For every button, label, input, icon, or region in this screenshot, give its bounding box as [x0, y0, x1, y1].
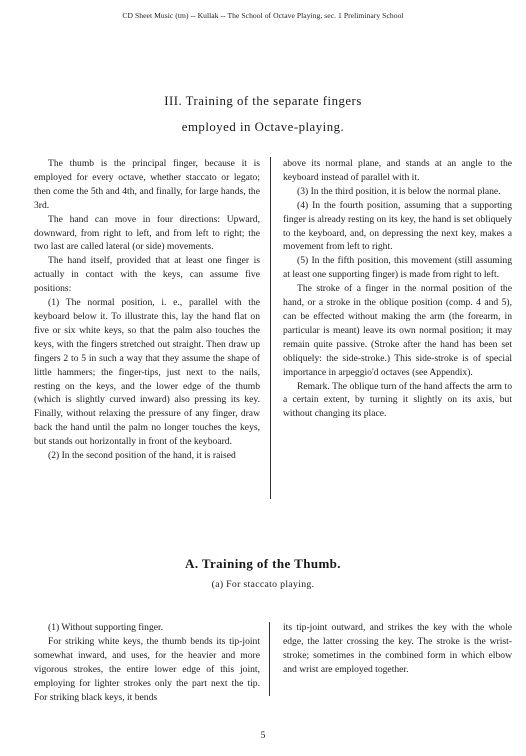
paragraph: (3) In the third position, it is below the normal plane.: [297, 185, 501, 197]
paragraph: Remark. The oblique turn of the hand affects the arm to a certain extent, by turning it slightly on its axis, but without changing its place.: [283, 380, 512, 420]
column-divider: [270, 157, 271, 499]
paragraph: its tip-joint outward, and strikes the key with the whole edge, the latter crossing the key. The stroke is the wrist-stroke; sometimes in the combined form in which elbow and wrist are employed together.: [283, 622, 512, 675]
right-column: [283, 157, 512, 421]
paragraph: The hand itself, provided that at least one finger is actually in contact with the keys, can assume five positions:: [34, 255, 260, 295]
section-subtitle: (a) For staccato playing.: [211, 579, 315, 590]
left-column: [34, 157, 260, 463]
left-column-2: [34, 621, 260, 704]
paragraph: For striking white keys, the thumb bends its tip-joint somewhat inward, and uses, for the heavier and more vigorous strokes, the entire lower edge of this joint, employing for lighter strokes only the part next the tip. For striking black keys, it bends: [34, 635, 260, 703]
page-header: CD Sheet Music (tm) -- Kullak -- The School of Octave Playing, sec. 1 Preliminary School: [122, 11, 404, 20]
paragraph: (1) The normal position, i. e., parallel with the keyboard below it. To illustrate this, lay the hand flat on five or six white keys, so that the palm also touches the keys, with the fingers stretched out straight. Then draw up fingers 2 to 5 in such a way that they assume the shape of little hammers; the finger-tips, just next to the nails, resting on the keys, and the lower edge of the thumb (which is slightly curved inward) also pressing its key. Finally, without relaxing the pressure of any finger, draw back the hand until the palm no longer touches the keys, but stands out horizontally in front of the keyboard.: [34, 297, 260, 448]
column-divider: [269, 622, 270, 696]
paragraph: The thumb is the principal finger, because it is employed for every octave, whether staccato or legato; then come the 5th and 4th, and finally, for large hands, the 3rd.: [34, 158, 260, 211]
right-column-2: [283, 621, 512, 677]
chapter-title: III. Training of the separate fingers: [164, 94, 362, 108]
chapter-subtitle: employed in Octave-playing.: [181, 120, 345, 134]
paragraph: (2) In the second position of the hand, it is raised: [48, 450, 236, 462]
section-title: A. Training of the Thumb.: [185, 556, 341, 571]
page-number: 5: [260, 730, 266, 741]
paragraph: (4) In the fourth position, assuming that a supporting finger is already resting on its key, the hand is set obliquely to the keyboard, and, on depressing the next key, makes a movement from left to right.: [283, 199, 512, 253]
paragraph: above its normal plane, and stands at an angle to the keyboard instead of parallel with it.: [283, 158, 512, 183]
paragraph: (5) In the fifth position, this movement (still assuming at least one supporting finger) is made from right to left.: [283, 255, 512, 281]
paragraph: The hand can move in four directions: Upward, downward, from right to left, and from left to right; the two last are called lateral (or side) movements.: [34, 213, 260, 253]
paragraph: The stroke of a finger in the normal position of the hand, or a stroke in the oblique position (comp. 4 and 5), can be effected without making the arm (the forearm, in particular is meant) leave its own normal position; it may remain quite passive. (Stroke after the hand has been set obliquely: the side-stroke.) This side-stroke is of special importance in arpeggio'd octaves (see Appendix).: [283, 283, 512, 378]
paragraph: (1) Without supporting finger.: [48, 622, 164, 633]
